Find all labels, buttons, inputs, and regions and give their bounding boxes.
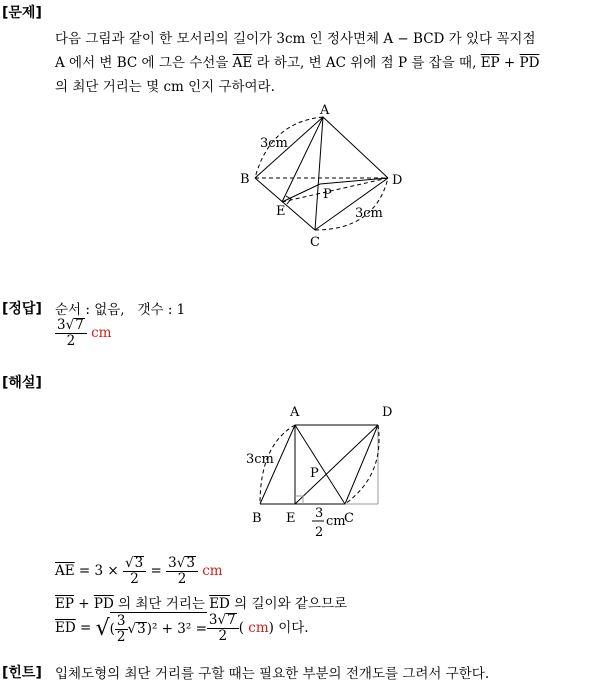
answer-meta — [55, 298, 185, 318]
eq3-result-den: 2 — [218, 628, 228, 644]
eq3-equals: = — [75, 620, 96, 636]
label-c: C — [310, 235, 320, 250]
eq1-frac-1-rad: 3 — [134, 555, 144, 571]
edge-ad — [323, 117, 388, 178]
eq2-ed: $\overline{ED}$ — [209, 596, 230, 612]
label-b: B — [240, 172, 250, 187]
net-label-p: P — [310, 466, 319, 481]
eq3-inner-rad: 3 — [137, 621, 146, 637]
eq1-unit: cm — [202, 563, 223, 579]
eq3-result-frac: $\frac{3√7}{2}$ — [207, 613, 239, 644]
segment-ae: $\overline{AE}$ — [232, 55, 253, 71]
net-label-b: B — [252, 511, 262, 526]
net-frac-den: 2 — [315, 525, 324, 540]
eq2-plus: + — [73, 596, 94, 612]
label-a: A — [320, 103, 330, 118]
label-d: D — [392, 173, 403, 188]
answer-tag: [정답] — [2, 301, 42, 317]
eq1-mid: = 3 × — [74, 563, 123, 579]
eq3-inner-den: 2 — [116, 629, 126, 645]
eq3-inner-num: 3 — [116, 613, 126, 629]
eq3-result-coef: 3 — [208, 612, 218, 628]
answer-count: 갯수 : 1 — [137, 302, 186, 318]
segment-pd: $\overline{PD}$ — [519, 55, 540, 71]
answer-value — [55, 318, 111, 349]
eq1-frac-1-den: 2 — [130, 571, 139, 587]
eq1-frac-2-den: 2 — [177, 571, 187, 587]
tetrahedron-figure — [230, 100, 420, 260]
net-length-label: 3cm — [246, 452, 274, 467]
eq1-lhs: $\overline{AE}$ — [55, 563, 75, 579]
segment-ep-line — [282, 184, 320, 202]
edge-ac — [315, 117, 323, 230]
segment-ae-line — [282, 117, 323, 202]
problem-line-2-b: 라 하고, 변 AC 위에 점 P 를 잡을 때, — [252, 55, 481, 71]
label-p: P — [323, 187, 332, 202]
eq3-radicand-group: ( $\frac{3}{2}$ √3)² + 3² = — [109, 613, 207, 645]
plus-sign: + — [499, 55, 520, 71]
problem-line-2-a: A 에서 변 BC 에 그은 수선을 — [55, 55, 233, 71]
problem-line-2 — [55, 51, 539, 71]
answer-order: 순서 : 없음, — [55, 302, 125, 318]
eq2-ep: $\overline{EP}$ — [55, 596, 74, 612]
eq3-unit: cm — [248, 620, 269, 636]
net-frac-unit: cm — [326, 514, 346, 529]
answer-unit: cm — [91, 325, 112, 341]
segment-pd-line — [320, 178, 388, 184]
segment-ep: $\overline{EP}$ — [480, 55, 500, 71]
problem-line-3: 의 최단 거리는 몇 cm 인지 구하여라. — [55, 79, 275, 95]
eq3-result-rad: 7 — [227, 612, 236, 628]
problem-line-1: 다음 그림과 같이 한 모서리의 길이가 3cm 인 정사면체 A − BCD 가 있다 꼭지점 — [55, 31, 536, 47]
net-segment-ed — [295, 425, 378, 504]
net-figure — [240, 400, 405, 545]
eq3-paren-open: ( — [238, 620, 244, 636]
net-frac-num: 3 — [315, 506, 324, 521]
explanation-tag: [해설] — [2, 375, 42, 391]
eq3-lhs: $\overline{ED}$ — [55, 620, 76, 636]
net-label-e: E — [286, 511, 296, 526]
net-label-a: A — [290, 405, 300, 420]
eq3-open-paren: ( — [109, 621, 115, 637]
answer-fraction: $\frac{3√7}{2}$ — [55, 318, 87, 349]
equation-2 — [55, 592, 347, 612]
length-label-2: 3cm — [355, 206, 383, 221]
eq1-frac-2: $\frac{3√3}{2}$ — [166, 556, 198, 587]
net-label-d: D — [382, 405, 393, 420]
length-label-1: 3cm — [260, 136, 288, 151]
eq3-paren-close: ) 이다. — [268, 620, 309, 636]
eq1-frac-1: $\frac{√3}{2}$ — [123, 556, 146, 587]
eq1-frac-2-coef: 3 — [168, 555, 177, 571]
eq3-sqrt-sign: √ — [95, 616, 110, 641]
eq3-close-terms: )² + 3² = — [146, 621, 207, 637]
answer-denominator: 2 — [66, 333, 76, 349]
net-edge-dc — [345, 425, 378, 504]
eq1-frac-2-rad: 3 — [186, 555, 195, 571]
answer-radicand: 7 — [75, 317, 84, 333]
problem-tag: [문제] — [2, 5, 42, 21]
equation-3 — [55, 612, 309, 645]
eq3-inner-frac — [115, 614, 128, 645]
net-label-c: C — [344, 511, 354, 526]
answer-coef: 3 — [57, 317, 66, 333]
segment-ed-hidden — [282, 178, 388, 202]
eq2-pd: $\overline{PD}$ — [93, 596, 114, 612]
eq2-text-2: 의 길이와 같으므로 — [229, 596, 348, 612]
hint-text: 입체도형의 최단 거리를 구할 때는 필요한 부분의 전개도를 그려서 구한다. — [55, 666, 490, 682]
equation-1 — [55, 556, 223, 587]
net-edge-ac — [295, 425, 345, 504]
label-e: E — [276, 204, 286, 219]
eq1-equals: = — [146, 563, 167, 579]
hint-tag: [힌트] — [2, 665, 42, 681]
eq2-text-1: 의 최단 거리는 — [113, 596, 210, 612]
